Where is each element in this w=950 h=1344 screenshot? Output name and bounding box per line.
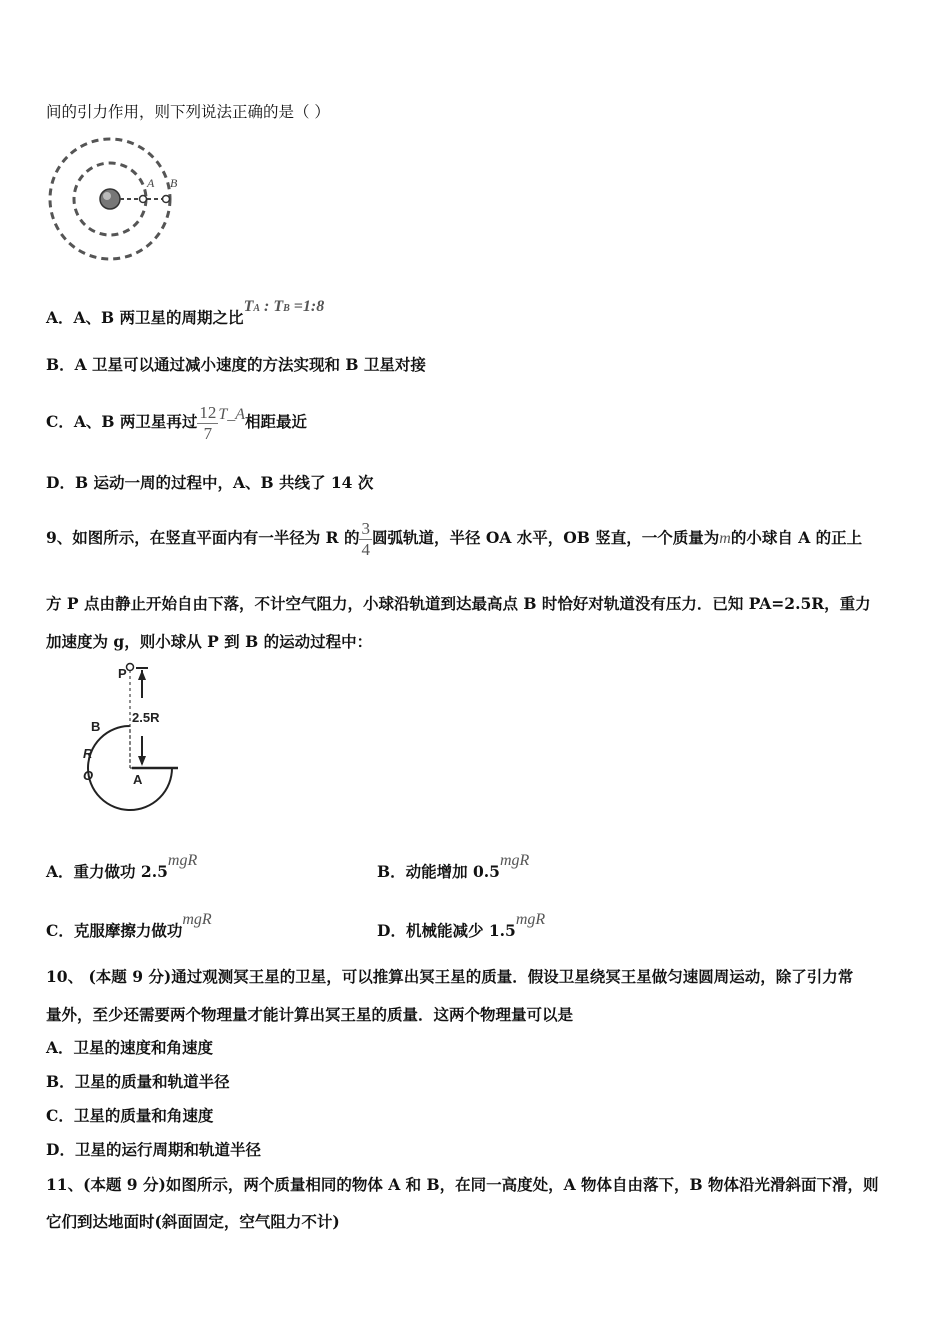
- q11-line2: 它们到达地面时(斜面固定，空气阻力不计): [46, 1212, 340, 1231]
- q8-option-d: D．B 运动一周的过程中，A、B 共线了 14 次: [46, 473, 374, 492]
- label-a: A: [133, 772, 143, 787]
- q8-option-c: C．A、B 两卫星再过 $\frac{12}{7}$ T_A相距最近: [46, 402, 308, 443]
- q10-line1: 10、 (本题 9 分)通过观测冥王星的卫星，可以推算出冥王星的质量．假设卫星绕冥王星做匀速圆周运动，除了引力常: [46, 967, 854, 986]
- label-height: 2.5R: [132, 710, 160, 725]
- fraction-12-7: $\frac{12}{7}$: [199, 402, 217, 443]
- label-b: B: [170, 176, 178, 190]
- label-r: R: [83, 746, 93, 761]
- q9-line2: 方 P 点由静止开始自由下落，不计空气阻力，小球沿轨道到达最高点 B 时恰好对轨道没有压力．已知 PA=2.5R，重力: [46, 594, 871, 613]
- satellite-b: [163, 196, 170, 203]
- q9-line1: 9、如图所示，在竖直平面内有一半径为 R 的 $\frac{3}{4}$ 圆弧轨道，半径 OA 水平，OB 竖直，一个质量为m的小球自 A 的正上: [46, 518, 863, 559]
- q10-option-c: C．卫星的质量和角速度: [46, 1106, 214, 1125]
- q10-option-a: A．卫星的速度和角速度: [46, 1038, 214, 1057]
- ball-p: [127, 664, 134, 671]
- q8-option-a: A．A、B 两卫星的周期之比TA : TB =1:8: [46, 298, 325, 327]
- label-p: P: [118, 666, 127, 681]
- q8-option-b: B．A 卫星可以通过减小速度的方法实现和 B 卫星对接: [46, 355, 426, 374]
- orbit-figure: [44, 136, 194, 264]
- q9-line3: 加速度为 g，则小球从 P 到 B 的运动过程中：: [46, 632, 373, 651]
- planet-highlight: [103, 192, 111, 200]
- q9-option-a: A．重力做功 2.5mgR: [46, 852, 198, 881]
- q8-intro: 间的引力作用，则下列说法正确的是（ ）: [46, 103, 330, 121]
- ta-math: T_A: [218, 406, 246, 423]
- track-figure: [44, 660, 184, 812]
- q9-option-d: D．机械能减少 1.5mgR: [377, 911, 546, 940]
- q11-line1: 11、(本题 9 分)如图所示，两个质量相同的物体 A 和 B，在同一高度处，A 物体自由落下，B 物体沿光滑斜面下滑，则: [46, 1175, 879, 1194]
- fraction-3-4: $\frac{3}{4}$: [361, 518, 370, 559]
- q10-option-b: B．卫星的质量和轨道半径: [46, 1072, 230, 1091]
- planet: [100, 189, 120, 209]
- label-a: A: [147, 176, 155, 190]
- q10-option-d: D．卫星的运行周期和轨道半径: [46, 1140, 261, 1159]
- label-o: O: [83, 768, 94, 783]
- period-ratio-math: TA : TB =1:8: [243, 298, 325, 315]
- q9-option-c: C．克服摩擦力做功mgR: [46, 911, 212, 940]
- satellite-a: [140, 196, 147, 203]
- q9-option-b: B．动能增加 0.5mgR: [377, 852, 530, 881]
- label-b: B: [91, 719, 101, 734]
- q10-line2: 量外，至少还需要两个物理量才能计算出冥王星的质量．这两个物理量可以是: [46, 1005, 574, 1024]
